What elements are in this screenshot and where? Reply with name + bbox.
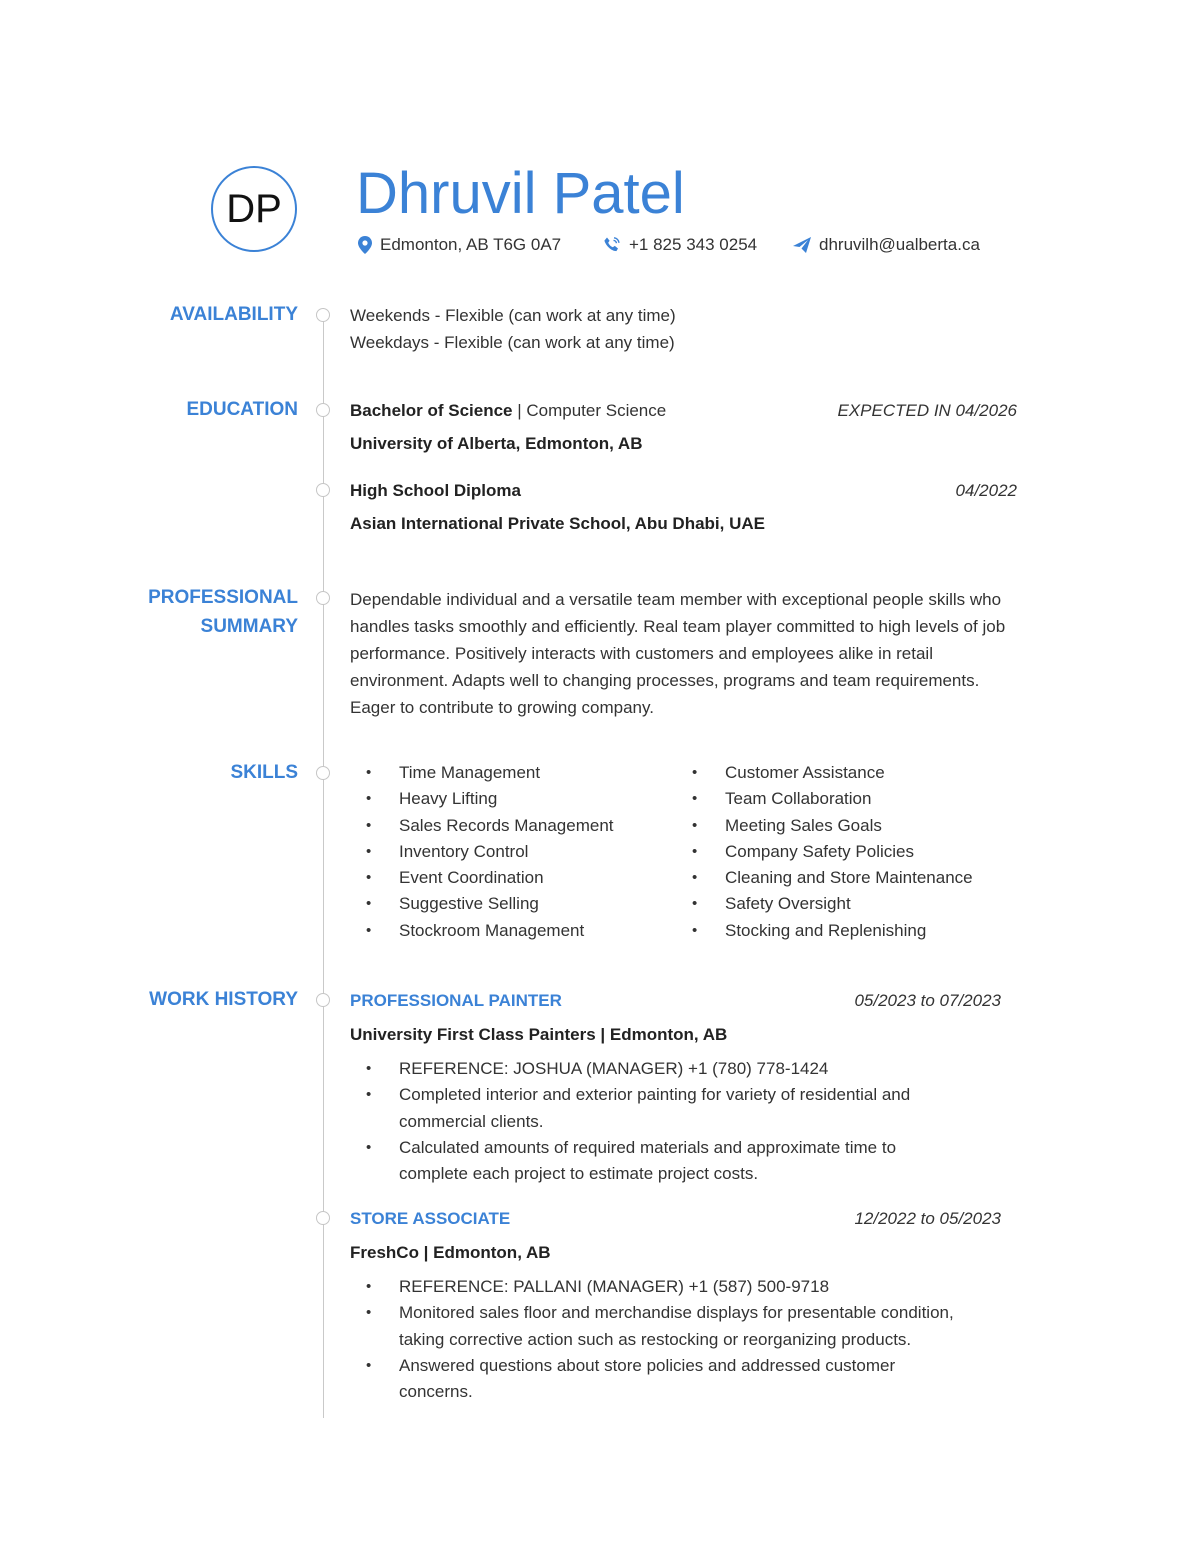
timeline-dot: [316, 483, 330, 497]
job-bullet: • Answered questions about store policies and addressed customer: [350, 1353, 954, 1379]
skill-item: • Stockroom Management: [350, 918, 614, 944]
phone-text: +1 825 343 0254: [629, 235, 758, 254]
education-date: 04/2022: [955, 481, 1017, 500]
contact-email: [793, 234, 980, 256]
job-bullet-continuation: commercial clients.: [399, 1111, 544, 1131]
section-heading-work-history: WORK HISTORY: [149, 989, 298, 1010]
availability-line: Weekdays - Flexible (can work at any time): [350, 333, 675, 352]
skill-item: • Stocking and Replenishing: [676, 918, 973, 944]
education-degree: High School Diploma: [350, 481, 521, 500]
skills-list-right: [676, 760, 973, 944]
job-date: 12/2022 to 05/2023: [854, 1209, 1001, 1228]
contact-phone: [603, 234, 757, 256]
job-bullets: [350, 1274, 954, 1405]
skill-item: • Cleaning and Store Maintenance: [676, 865, 973, 891]
availability-line: Weekends - Flexible (can work at any time): [350, 306, 676, 325]
section-heading-availability: AVAILABILITY: [169, 304, 298, 325]
job-bullets: [350, 1056, 910, 1187]
education-date: EXPECTED IN 04/2026: [837, 401, 1017, 420]
skill-item: • Sales Records Management: [350, 813, 614, 839]
job-bullet: • Monitored sales floor and merchandise displays for presentable condition,: [350, 1300, 954, 1326]
skill-item: • Meeting Sales Goals: [676, 813, 973, 839]
location-text: Edmonton, AB T6G 0A7: [380, 235, 562, 254]
phone-icon: [603, 236, 621, 254]
skill-item: • Team Collaboration: [676, 786, 973, 812]
job-bullet-continuation: taking corrective action such as restocking or reorganizing products.: [399, 1329, 912, 1349]
degree-field: | Computer Science: [512, 401, 667, 420]
skill-item: • Safety Oversight: [676, 891, 973, 917]
job-bullet-continuation: concerns.: [399, 1382, 473, 1402]
candidate-name: Dhruvil Patel: [356, 161, 685, 226]
skill-item: • Time Management: [350, 760, 614, 786]
education-degree: [350, 397, 666, 424]
job-company: FreshCo | Edmonton, AB: [350, 1243, 551, 1262]
skill-item: • Inventory Control: [350, 839, 614, 865]
skill-item: • Event Coordination: [350, 865, 614, 891]
contact-location: [358, 234, 561, 256]
job-bullet: • Calculated amounts of required materials and approximate time to: [350, 1135, 910, 1161]
summary-heading-line: PROFESSIONAL: [148, 587, 298, 608]
location-pin-icon: [358, 236, 372, 254]
job-bullet: • REFERENCE: JOSHUA (MANAGER) +1 (780) 778-1424: [350, 1056, 910, 1082]
degree-name: Bachelor of Science: [350, 401, 513, 420]
timeline-dot: [316, 1211, 330, 1225]
skill-item: • Company Safety Policies: [676, 839, 973, 865]
summary-heading-line: SUMMARY: [200, 616, 298, 637]
education-school: Asian International Private School, Abu Dhabi, UAE: [350, 514, 765, 533]
monogram-badge: [211, 166, 297, 252]
send-icon: [793, 237, 811, 253]
section-heading-education: EDUCATION: [186, 399, 298, 420]
timeline-dot: [316, 766, 330, 780]
job-bullet-continuation: complete each project to estimate project costs.: [399, 1164, 759, 1184]
skill-item: • Customer Assistance: [676, 760, 973, 786]
job-date: 05/2023 to 07/2023: [854, 991, 1001, 1010]
section-heading-skills: SKILLS: [230, 762, 298, 783]
skills-list-left: [350, 760, 614, 944]
job-bullet: • Completed interior and exterior painting for variety of residential and: [350, 1082, 910, 1108]
timeline-line: [323, 308, 324, 1418]
timeline-dot: [316, 403, 330, 417]
timeline-dot: [316, 591, 330, 605]
job-title: STORE ASSOCIATE: [350, 1209, 511, 1228]
email-text[interactable]: dhruvilh@ualberta.ca: [819, 235, 980, 254]
timeline-dot: [316, 308, 330, 322]
summary-text: Dependable individual and a versatile team member with exceptional people skills who handles tasks smoothly and efficiently. Real team player committed to high levels of job performance. Positively interacts with customers and employees alike in retail environment. Adapts well to changing processes, programs and team requirements. Eager to contribute to growing company.: [350, 590, 1006, 717]
monogram-text: DP: [226, 186, 282, 231]
skill-item: • Heavy Lifting: [350, 786, 614, 812]
timeline-dot: [316, 993, 330, 1007]
section-heading-summary: [148, 583, 298, 641]
job-bullet: • REFERENCE: PALLANI (MANAGER) +1 (587) 500-9718: [350, 1274, 954, 1300]
job-title: PROFESSIONAL PAINTER: [350, 991, 562, 1010]
skill-item: • Suggestive Selling: [350, 891, 614, 917]
education-school: University of Alberta, Edmonton, AB: [350, 434, 643, 453]
job-company: University First Class Painters | Edmonton, AB: [350, 1025, 728, 1044]
